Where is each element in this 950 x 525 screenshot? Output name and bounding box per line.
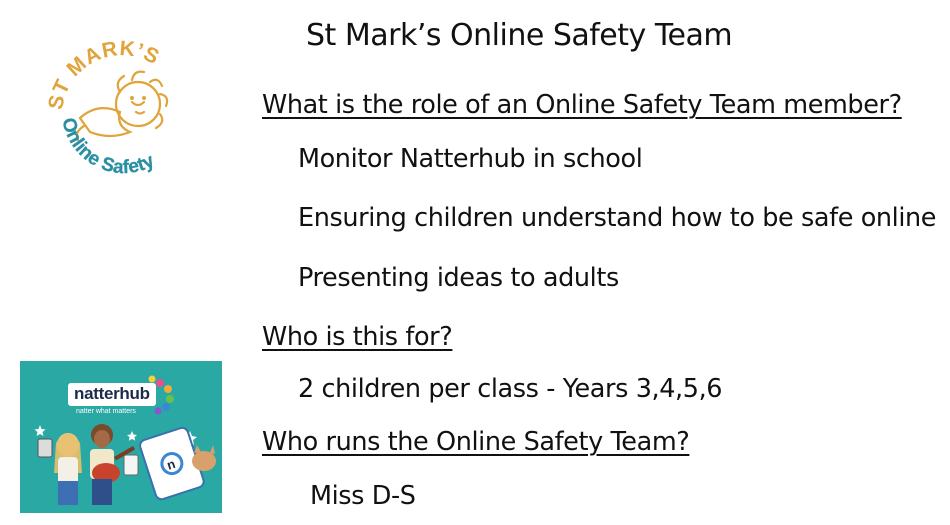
leader-name: Miss D-S: [310, 481, 416, 511]
natterhub-banner: [20, 361, 222, 513]
logo-emblem-icon: [40, 22, 200, 182]
audience-item: 2 children per class - Years 3,4,5,6: [298, 374, 723, 404]
role-item-monitor: Monitor Natterhub in school: [298, 144, 643, 174]
role-item-present-ideas: Presenting ideas to adults: [298, 263, 619, 293]
page-title: St Mark’s Online Safety Team: [306, 18, 733, 53]
svg-text:n: n: [164, 455, 178, 473]
section-heading-who-for: Who is this for?: [262, 322, 453, 352]
role-item-ensure-safety: Ensuring children understand how to be safe online: [298, 203, 937, 233]
school-logo: [40, 22, 200, 182]
section-heading-role: What is the role of an Online Safety Team member?: [262, 90, 902, 120]
natterhub-brand: natterhub: [68, 383, 156, 406]
logo-bottom-text: Online Safety: [57, 115, 158, 179]
svg-text:ST MARK’S: [44, 37, 163, 112]
natterhub-tagline: natter what matters: [76, 408, 136, 415]
section-heading-who-runs: Who runs the Online Safety Team?: [262, 427, 690, 457]
logo-top-text: ST MARK’S: [44, 36, 164, 112]
